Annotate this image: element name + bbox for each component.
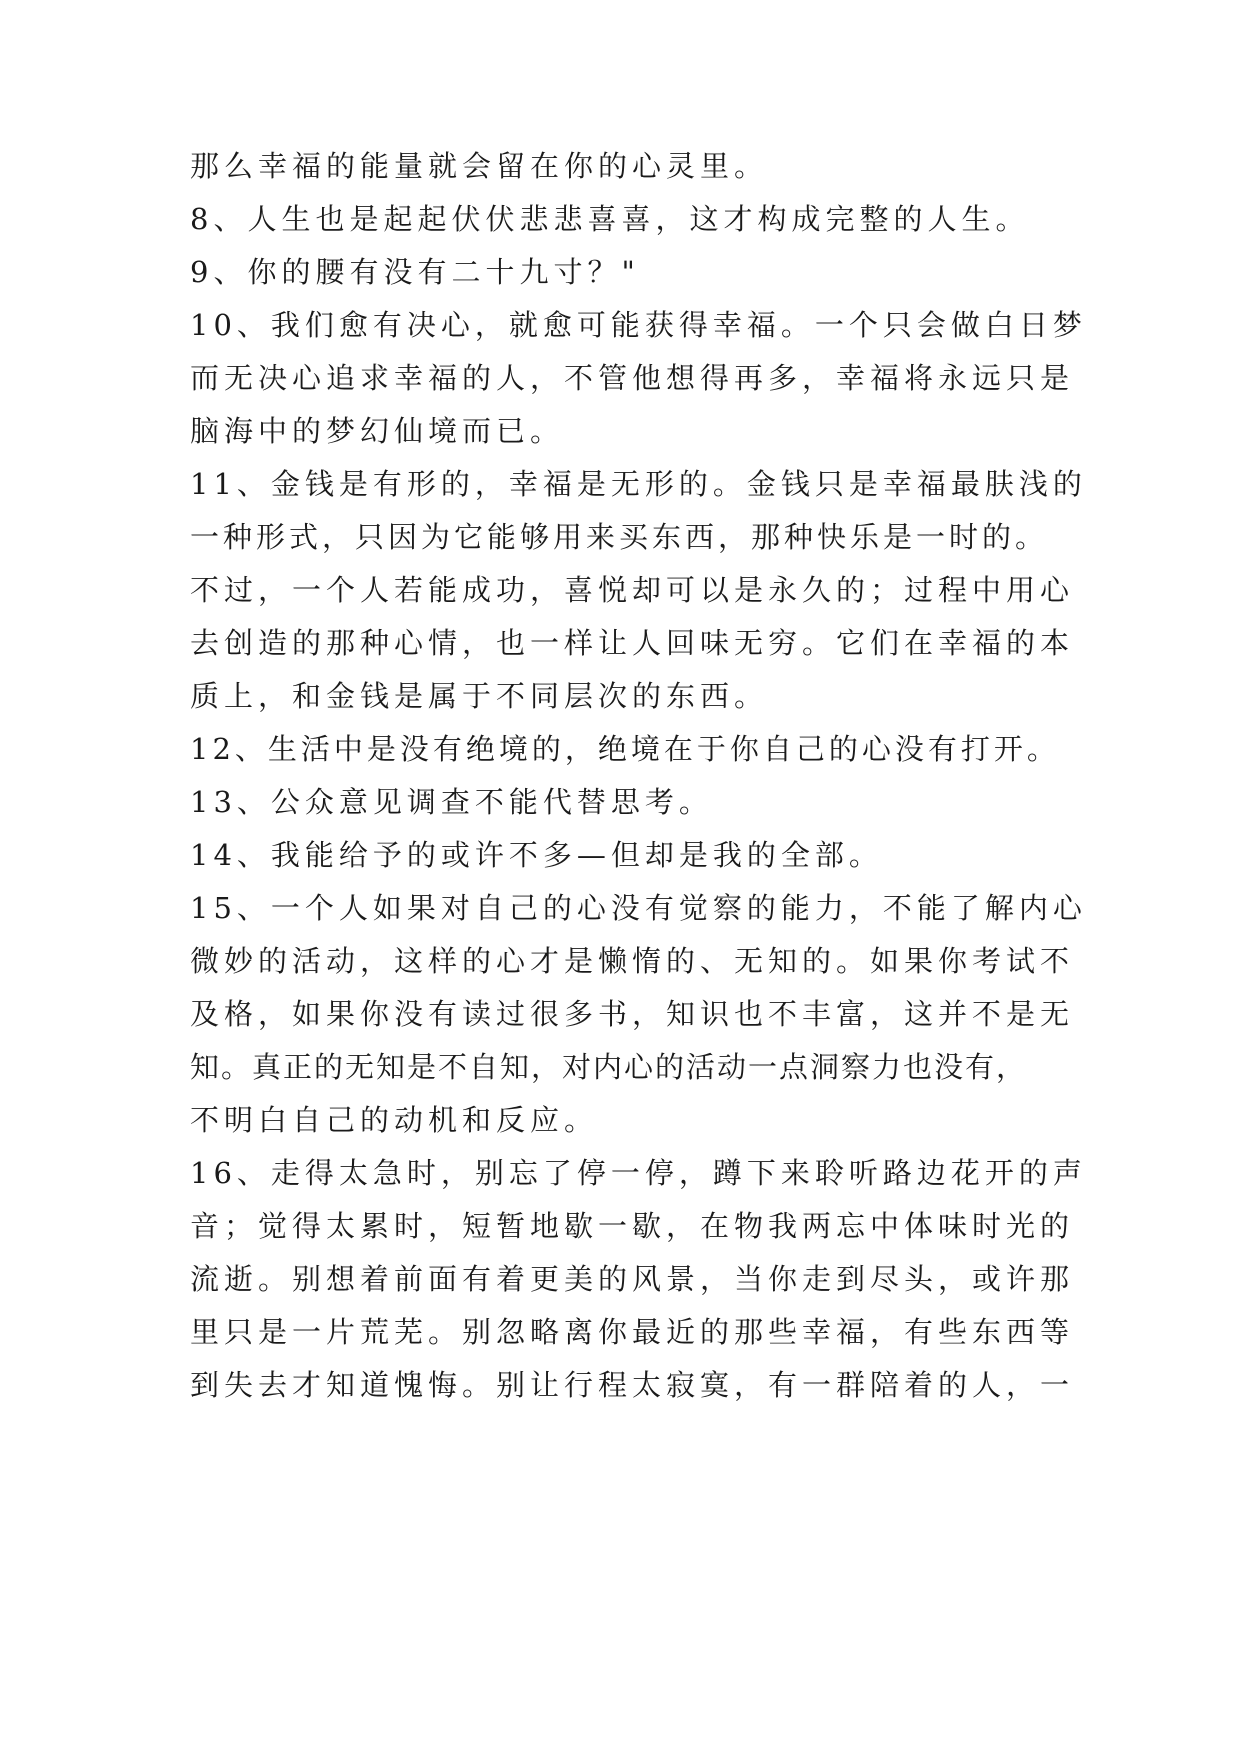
text-line: 而无决心追求幸福的人，不管他想得再多，幸福将永远只是 — [190, 361, 1075, 395]
text-line: 一种形式，只因为它能够用来买东西，那种快乐是一时的。 — [190, 520, 1049, 554]
text-line: 音；觉得太累时，短暂地歇一歇，在物我两忘中体味时光的 — [190, 1209, 1075, 1243]
text-line: 去创造的那种心情，也一样让人回味无穷。它们在幸福的本 — [190, 626, 1075, 660]
text-line: 及格，如果你没有读过很多书，知识也不丰富，这并不是无 — [190, 997, 1075, 1031]
text-line: 微妙的活动，这样的心才是懒惰的、无知的。如果你考试不 — [190, 944, 1075, 978]
text-line: 到失去才知道愧悔。别让行程太寂寞，有一群陪着的人，一 — [190, 1368, 1075, 1402]
text-line: 里只是一片荒芜。别忽略离你最近的那些幸福，有些东西等 — [190, 1315, 1075, 1349]
text-line: 9、你的腰有没有二十九寸？" — [190, 255, 640, 289]
text-line: 14、我能给予的或许不多—但却是我的全部。 — [190, 838, 883, 872]
text-line: 12、生活中是没有绝境的，绝境在于你自己的心没有打开。 — [190, 732, 1060, 766]
text-line: 11、金钱是有形的，幸福是无形的。金钱只是幸福最肤浅的 — [190, 467, 1087, 501]
text-line: 不明白自己的动机和反应。 — [190, 1103, 599, 1137]
text-line: 13、公众意见调查不能代替思考。 — [190, 785, 713, 819]
text-line: 那么幸福的能量就会留在你的心灵里。 — [190, 149, 769, 183]
text-line: 脑海中的梦幻仙境而已。 — [190, 414, 565, 448]
text-line: 16、走得太急时，别忘了停一停，蹲下来聆听路边花开的声 — [190, 1156, 1087, 1190]
text-line: 知。真正的无知是不自知，对内心的活动一点洞察力也没有， — [190, 1050, 1028, 1084]
text-line: 不过，一个人若能成功，喜悦却可以是永久的；过程中用心 — [190, 573, 1075, 607]
text-line: 流逝。别想着前面有着更美的风景，当你走到尽头，或许那 — [190, 1262, 1075, 1296]
text-line: 质上，和金钱是属于不同层次的东西。 — [190, 679, 769, 713]
text-line: 10、我们愈有决心，就愈可能获得幸福。一个只会做白日梦 — [190, 308, 1087, 342]
text-line: 15、一个人如果对自己的心没有觉察的能力，不能了解内心 — [190, 891, 1087, 925]
text-line: 8、人生也是起起伏伏悲悲喜喜，这才构成完整的人生。 — [190, 202, 1030, 236]
